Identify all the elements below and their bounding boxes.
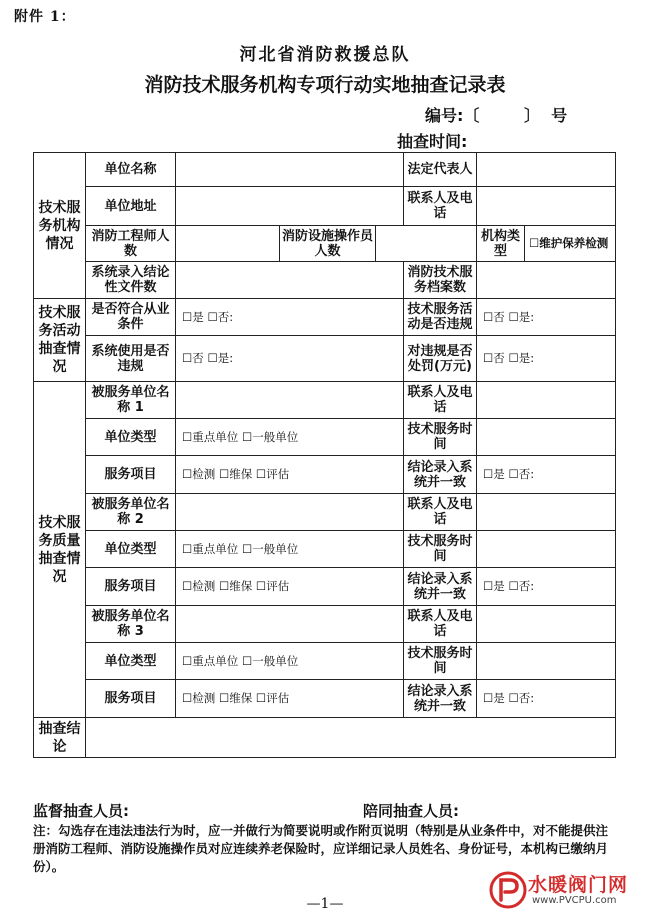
archive-count-value[interactable] xyxy=(477,262,616,299)
section-quality: 技术服务质量抽查情况 xyxy=(34,382,86,718)
consistent-label: 结论录入系统并一致 xyxy=(404,680,477,718)
activity-violation-label: 技术服务活动是否违规 xyxy=(404,299,477,336)
footnote: 注：勾选存在违法违法行为时，应一并做行为简要说明或作附页说明（特别是从业条件中，对不能提供注册消防工程师、消防设施操作员对应连续养老保险时，应详细记录人员姓名、身份证号，本机构已缴纳月份）。 xyxy=(33,823,609,874)
unit-address-value[interactable] xyxy=(176,187,404,226)
conclusion-value[interactable] xyxy=(86,718,616,758)
service-item-options[interactable]: ☐检测 ☐维保 ☐评估 xyxy=(176,456,404,494)
served-contact-value[interactable] xyxy=(477,606,616,643)
inspection-time-label: 抽查时间: xyxy=(397,132,468,151)
unit-type-label: 单位类型 xyxy=(86,419,176,456)
served-contact-label: 联系人及电话 xyxy=(404,382,477,419)
service-time-value[interactable] xyxy=(477,419,616,456)
staff-conditions-options[interactable]: ☐是 ☐否: xyxy=(176,299,404,336)
served-contact-value[interactable] xyxy=(477,494,616,531)
consistent-label: 结论录入系统并一致 xyxy=(404,456,477,494)
agency-contact-label: 联系人及电话 xyxy=(404,187,477,226)
agency-type-checkbox[interactable]: ☐维护保养检测 xyxy=(525,226,616,262)
service-time-value[interactable] xyxy=(477,531,616,568)
section-activity: 技术服务活动抽查情况 xyxy=(34,299,86,382)
consistent-options[interactable]: ☐是 ☐否: xyxy=(477,568,616,606)
section-conclusion: 抽查结论 xyxy=(34,718,86,758)
service-item-options[interactable]: ☐检测 ☐维保 ☐评估 xyxy=(176,568,404,606)
serial-number: 编号:〔 〕 号 xyxy=(425,106,568,125)
system-files-label: 系统录入结论性文件数 xyxy=(86,262,176,299)
served-contact-label: 联系人及电话 xyxy=(404,494,477,531)
penalty-options[interactable]: ☐否 ☐是: xyxy=(477,336,616,382)
unit-name-label: 单位名称 xyxy=(86,153,176,187)
page-number: —1— xyxy=(306,896,344,912)
consistent-label: 结论录入系统并一致 xyxy=(404,568,477,606)
inspection-form-table xyxy=(33,152,616,758)
watermark-text: 水暖阀门网 xyxy=(528,874,629,896)
service-item-label: 服务项目 xyxy=(86,568,176,606)
legal-rep-value[interactable] xyxy=(477,153,616,187)
attachment-label: 附件 1： xyxy=(14,9,76,25)
served-unit-value[interactable] xyxy=(176,494,404,531)
consistent-options[interactable]: ☐是 ☐否: xyxy=(477,680,616,718)
organization-name: 河北省消防救援总队 xyxy=(239,45,411,65)
agency-type-label: 机构类型 xyxy=(477,226,525,262)
unit-type-options[interactable]: ☐重点单位 ☐一般单位 xyxy=(176,531,404,568)
archive-count-label: 消防技术服务档案数 xyxy=(404,262,477,299)
served-unit-value[interactable] xyxy=(176,606,404,643)
staff-conditions-label: 是否符合从业条件 xyxy=(86,299,176,336)
fire-engineers-value[interactable] xyxy=(176,226,280,262)
served-unit-label: 被服务单位名称 1 xyxy=(86,382,176,419)
unit-type-label: 单位类型 xyxy=(86,531,176,568)
service-item-label: 服务项目 xyxy=(86,456,176,494)
watermark-logo-icon xyxy=(488,870,528,910)
form-title: 消防技术服务机构专项行动实地抽查记录表 xyxy=(144,74,506,96)
system-use-options[interactable]: ☐否 ☐是: xyxy=(176,336,404,382)
consistent-options[interactable]: ☐是 ☐否: xyxy=(477,456,616,494)
unit-name-value[interactable] xyxy=(176,153,404,187)
served-contact-value[interactable] xyxy=(477,382,616,419)
unit-address-label: 单位地址 xyxy=(86,187,176,226)
facility-operators-label: 消防设施操作员人数 xyxy=(280,226,376,262)
supervisor-label: 监督抽查人员: xyxy=(33,802,129,820)
served-unit-label: 被服务单位名称 2 xyxy=(86,494,176,531)
unit-type-label: 单位类型 xyxy=(86,643,176,680)
agency-contact-value[interactable] xyxy=(477,187,616,226)
companion-label: 陪同抽查人员: xyxy=(363,802,459,820)
activity-violation-options[interactable]: ☐否 ☐是: xyxy=(477,299,616,336)
served-unit-label: 被服务单位名称 3 xyxy=(86,606,176,643)
service-item-options[interactable]: ☐检测 ☐维保 ☐评估 xyxy=(176,680,404,718)
served-contact-label: 联系人及电话 xyxy=(404,606,477,643)
watermark-url: www.PVCPU.com xyxy=(532,895,617,906)
service-time-value[interactable] xyxy=(477,643,616,680)
legal-rep-label: 法定代表人 xyxy=(404,153,477,187)
unit-type-options[interactable]: ☐重点单位 ☐一般单位 xyxy=(176,643,404,680)
watermark xyxy=(488,868,648,914)
penalty-label: 对违规是否处罚(万元) xyxy=(404,336,477,382)
service-time-label: 技术服务时间 xyxy=(404,531,477,568)
service-time-label: 技术服务时间 xyxy=(404,419,477,456)
fire-engineers-label: 消防工程师人数 xyxy=(86,226,176,262)
served-unit-value[interactable] xyxy=(176,382,404,419)
system-use-label: 系统使用是否违规 xyxy=(86,336,176,382)
section-agency: 技术服务机构情况 xyxy=(34,153,86,299)
system-files-value[interactable] xyxy=(176,262,404,299)
service-item-label: 服务项目 xyxy=(86,680,176,718)
unit-type-options[interactable]: ☐重点单位 ☐一般单位 xyxy=(176,419,404,456)
service-time-label: 技术服务时间 xyxy=(404,643,477,680)
facility-operators-value[interactable] xyxy=(376,226,477,262)
